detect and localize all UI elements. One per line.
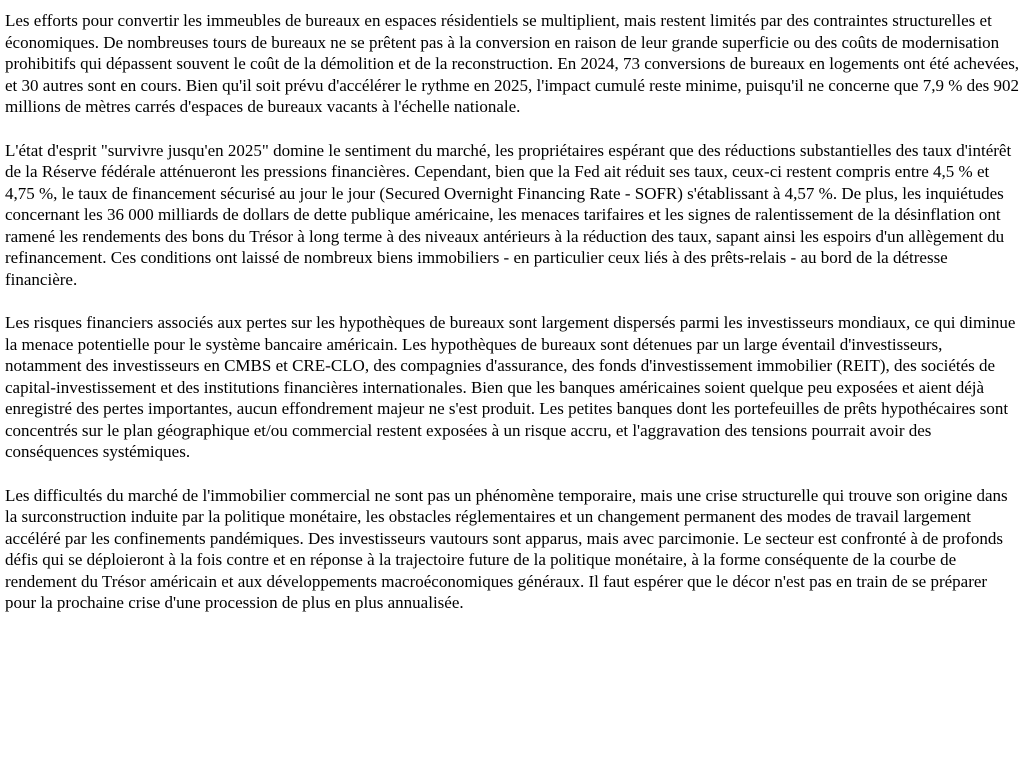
paragraph-structural-crisis: Les difficultés du marché de l'immobilier commercial ne sont pas un phénomène temporaire, mais une crise structurelle qui trouve son origine dans la surconstruction induite par la politique monétaire, les obstacles réglementaires et un changement permanent des modes de travail largement accéléré par les confinements pandémiques. Des investisseurs vautours sont apparus, mais avec parcimonie. Le secteur est confronté à de profonds défis qui se déploieront à la fois contre et en réponse à la trajectoire future de la politique monétaire, à la forme conséquente de la courbe de rendement du Trésor américain et aux développements macroéconomiques généraux. Il faut espérer que le décor n'est pas en train de se préparer pour la prochaine crise d'une procession de plus en plus annualisée. xyxy=(5,485,1008,612)
paragraph-financial-risks: Les risques financiers associés aux pertes sur les hypothèques de bureaux sont largement dispersés parmi les investisseurs mondiaux, ce qui diminue la menace potentielle pour le système bancaire américain. Les hypothèques de bureaux sont détenues par un large éventail d'investisseurs, notamment des investisseurs en CMBS et CRE-CLO, des compagnies d'assurance, des fonds d'investissement immobilier (REIT), des sociétés de capital-investissement et des institutions financières internationales. Bien que les banques américaines soient quelque peu exposées et aient déjà enregistré des pertes importantes, aucun effondrement majeur ne s'est produit. Les petites banques dont les portefeuilles de prêts hypothécaires sont concentrés sur le plan géographique et/ou commercial restent exposées à un risque accru, et l'aggravation des tensions pourrait avoir des conséquences systémiques. xyxy=(5,313,1016,461)
paragraph-office-conversions: Les efforts pour convertir les immeubles de bureaux en espaces résidentiels se multiplient, mais restent limités par des contraintes structurelles et économiques. De nombreuses tours de bureaux ne se prêtent pas à la conversion en raison de leur grande superficie ou des coûts de modernisation prohibitifs qui dépassent souvent le coût de la démolition et de la reconstruction. En 2024, 73 conversions de bureaux en logements ont été achevées, et 30 autres sont en cours. Bien qu'il soit prévu d'accélérer le rythme en 2025, l'impact cumulé reste minime, puisqu'il ne concerne que 7,9 % des 902 millions de mètres carrés d'espaces de bureaux vacants à l'échelle nationale. xyxy=(5,11,1020,116)
paragraph-survive-2025: L'état d'esprit "survivre jusqu'en 2025" domine le sentiment du marché, les propriétaires espérant que des réductions substantielles des taux d'intérêt de la Réserve fédérale atténueront les pressions financières. Cependant, bien que la Fed ait réduit ses taux, ceux-ci restent compris entre 4,5 % et 4,75 %, le taux de financement sécurisé au jour le jour (Secured Overnight Financing Rate - SOFR) s'établissant à 4,57 %. De plus, les inquiétudes concernant les 36 000 milliards de dollars de dette publique américaine, les menaces tarifaires et les signes de ralentissement de la désinflation ont ramené les rendements des bons du Trésor à long terme à des niveaux antérieurs à la réduction des taux, sapant ainsi les espoirs d'un allègement du refinancement. Ces conditions ont laissé de nombreux biens immobiliers - en particulier ceux liés à des prêts-relais - au bord de la détresse financière. xyxy=(5,140,1012,289)
